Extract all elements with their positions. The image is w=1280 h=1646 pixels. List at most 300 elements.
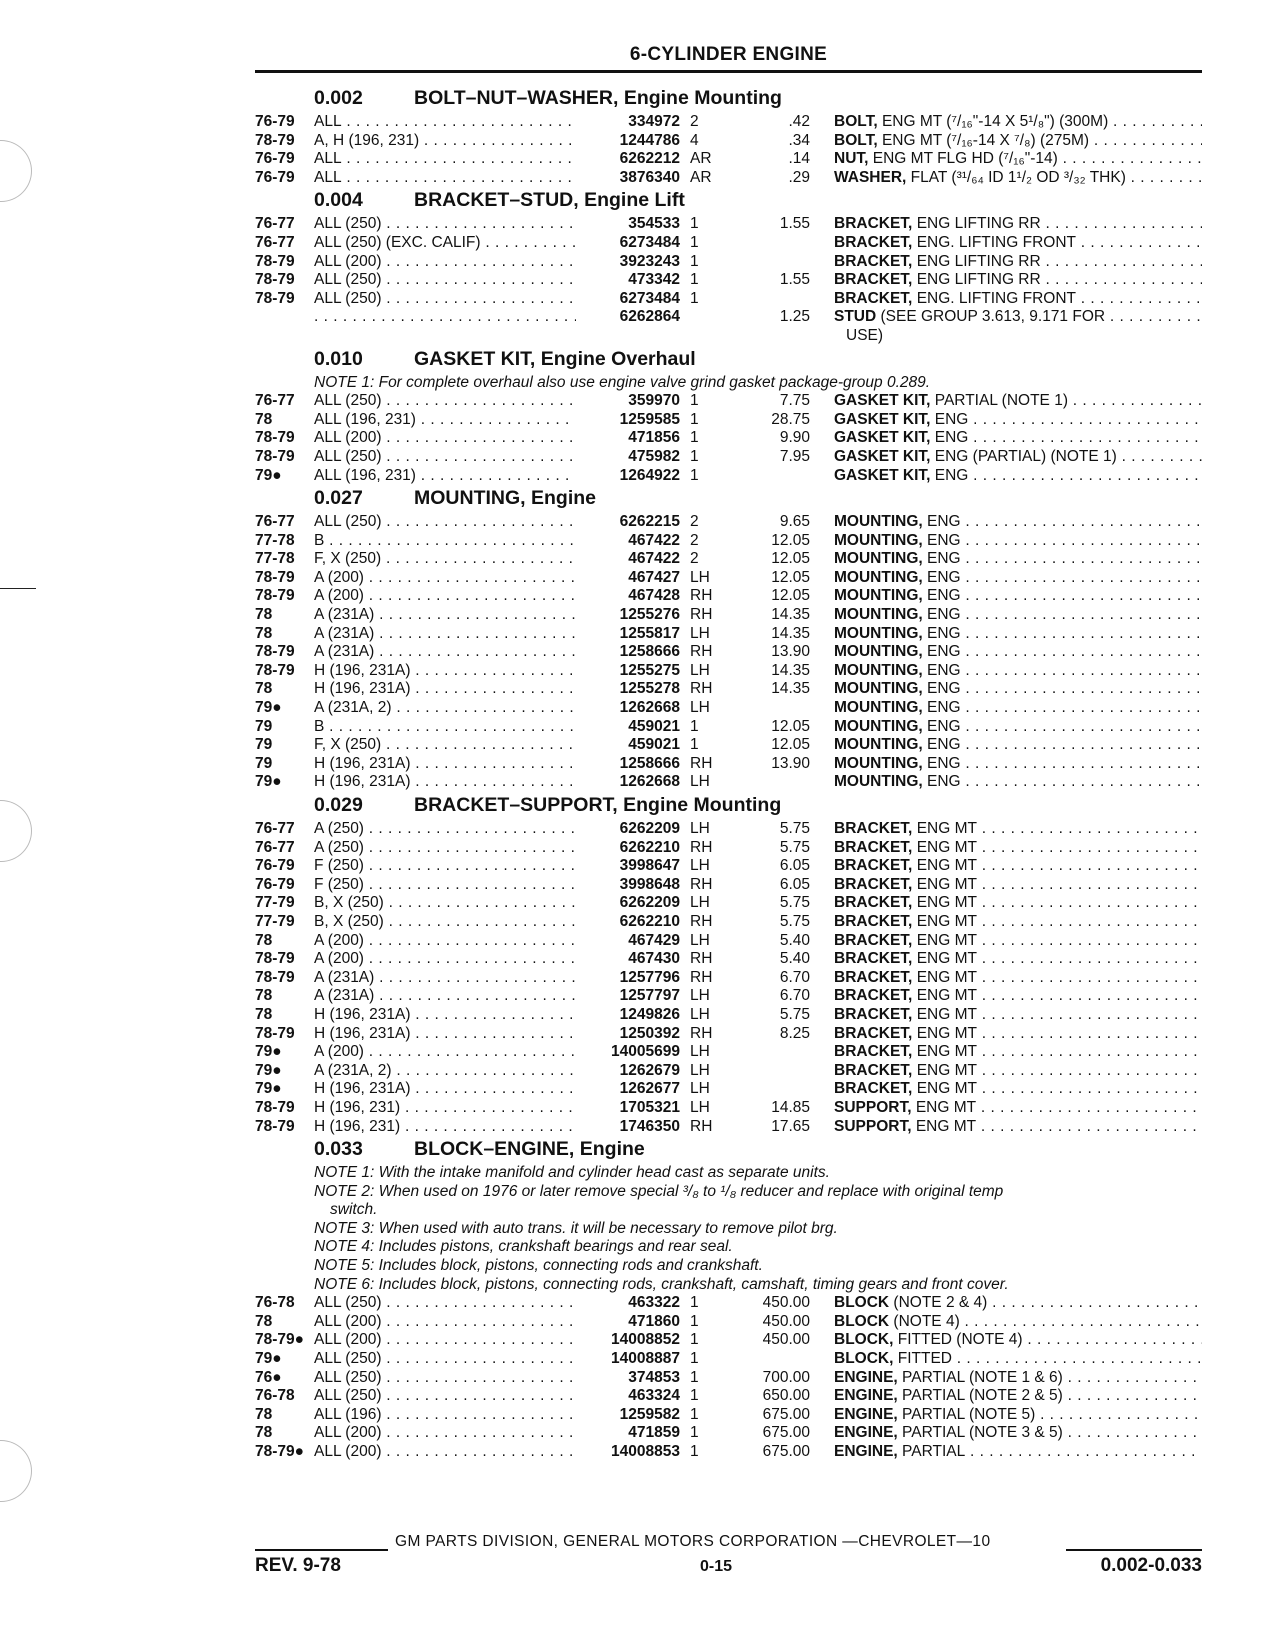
part-row [0,1424,1280,1443]
part-item-name: BRACKET, [834,1061,913,1079]
part-detail: (NOTE 2 & 4) . . . [893,1294,1202,1311]
list-price: 450.00 [762,1294,810,1312]
part-detail: ENG LIFTING RR . . . [917,253,1202,270]
part-row [0,1118,1280,1137]
model-years: 78-79 [255,587,295,605]
group-heading [0,187,1280,215]
part-row [0,132,1280,151]
group-heading [0,485,1280,513]
part-item-name: MOUNTING, [834,717,923,735]
part-item-name: BLOCK, [834,1331,894,1349]
application: B . . . [314,532,576,551]
part-item-name: ENGINE, [834,1387,898,1405]
part-row [0,773,1280,792]
part-description [834,169,1202,188]
model-years: 78 [255,680,273,698]
part-number: 1262668 [619,773,680,791]
part-number: 6262864 [619,308,680,326]
model-years: 79● [255,1350,282,1368]
group-note: NOTE 1: With the intake manifold and cylinder head cast as separate units. [314,1164,830,1182]
part-description [846,327,1214,346]
quantity: 1 [690,717,699,735]
quantity: AR [690,168,712,186]
part-row [0,550,1280,569]
list-price: 14.35 [771,624,810,642]
part-row [0,169,1280,188]
model-years: 76-79 [255,150,295,168]
model-years: 79● [255,773,282,791]
part-detail: ENG MT . . . [917,969,1202,986]
part-description [834,234,1202,253]
part-description [834,718,1202,737]
part-item-name: MOUNTING, [834,661,923,679]
part-number: 1257797 [619,987,680,1005]
part-description [834,1118,1202,1137]
part-number: 1262677 [619,1080,680,1098]
part-item-name: BRACKET, [834,233,913,251]
part-description [834,1424,1202,1443]
quantity: LH [690,1080,710,1098]
part-description [834,215,1202,234]
application: A (231A, 2) . . . [314,1062,576,1081]
part-description [834,1006,1202,1025]
part-item-name: MOUNTING, [834,531,923,549]
list-price: 6.05 [779,857,810,875]
part-number: 463322 [628,1294,680,1312]
part-item-name: BRACKET, [834,252,913,270]
quantity: RH [690,838,713,856]
part-detail: ENG MT . . . [917,820,1202,837]
application: ALL (196, 231) . . . [314,411,576,430]
part-row [0,150,1280,169]
part-row [0,755,1280,774]
model-years: 79 [255,736,273,754]
model-years: 77-78 [255,550,295,568]
part-row [0,1350,1280,1369]
list-price: 675.00 [762,1405,810,1423]
quantity: RH [690,606,713,624]
quantity: 1 [690,252,699,270]
part-row [0,1387,1280,1406]
model-years: 78 [255,624,273,642]
part-detail: ENG . . . [927,662,1202,679]
group-title: BOLT–NUT–WASHER, Engine Mounting [414,87,782,109]
part-description [834,411,1202,430]
model-years: 78 [255,1424,273,1442]
model-years: 76-77 [255,838,295,856]
application: A (200) . . . [314,587,576,606]
part-description [834,150,1202,169]
quantity: LH [690,624,710,642]
group-heading [0,346,1280,374]
part-detail: PARTIAL (NOTE 1 & 6) . . . [902,1369,1202,1386]
part-number: 1249826 [619,1005,680,1023]
group-title: MOUNTING, Engine [414,487,596,510]
part-row [0,113,1280,132]
part-number: 471860 [628,1312,680,1330]
part-description [834,532,1202,551]
list-price: 6.70 [779,987,810,1005]
application: A (200) . . . [314,950,576,969]
application: A (231A) . . . [314,969,576,988]
part-row [0,1331,1280,1350]
part-description [834,1369,1202,1388]
part-description [834,290,1202,309]
part-item-name: BRACKET, [834,1043,913,1061]
list-price: 9.65 [779,513,810,531]
list-price: 5.40 [779,931,810,949]
model-years: 76-77 [255,215,295,233]
part-row [0,1099,1280,1118]
quantity: LH [690,931,710,949]
part-description [834,448,1202,467]
part-description [834,1080,1202,1099]
model-years: 76-77 [255,233,295,251]
quantity: LH [690,857,710,875]
part-number: 6262212 [619,150,680,168]
application: H (196, 231A) . . . [314,680,576,699]
model-years: 76-79 [255,168,295,186]
application: A (250) . . . [314,820,576,839]
part-number: 374853 [628,1368,680,1386]
application: A (231A) . . . [314,987,576,1006]
part-detail: FLAT (³¹/₆₄ ID 1¹/₂ OD ³/₃₂ THK) . . . [911,169,1202,186]
part-item-name: BRACKET, [834,838,913,856]
part-item-name: ENGINE, [834,1443,898,1460]
group-number: 0.029 [314,794,363,816]
part-description [834,1406,1202,1425]
quantity: RH [690,968,713,986]
part-number: 3923243 [619,252,680,270]
part-number: 14008853 [611,1443,680,1460]
part-detail: ENG MT . . . [917,1062,1202,1079]
application: A (231A) . . . [314,606,576,625]
part-description [834,113,1202,132]
quantity: 1 [690,1387,699,1405]
part-row [0,1080,1280,1099]
quantity: LH [690,1043,710,1061]
quantity: 2 [690,550,699,568]
list-price: 6.05 [779,875,810,893]
part-detail: ENG MT (⁷/₁₆-14 X ⁷/₈) (275M) . . . [882,132,1202,149]
part-detail: ENG MT . . . [917,1080,1202,1097]
application: H (196, 231A) . . . [314,755,576,774]
part-number: 467422 [628,531,680,549]
part-description [834,969,1202,988]
part-description [834,932,1202,951]
part-row [0,680,1280,699]
quantity: 1 [690,1350,699,1368]
part-description [834,950,1202,969]
group-note: NOTE 5: Includes block, pistons, connecting rods and crankshaft. [314,1257,763,1275]
application: H (196, 231A) . . . [314,1006,576,1025]
quantity: 4 [690,131,699,149]
part-item-name: MOUNTING, [834,773,923,791]
part-description [834,625,1202,644]
group-note: NOTE 2: When used on 1976 or later remove special ³/₈ to ¹/₈ reducer and replace with original temp [314,1182,1004,1200]
part-item-name: ENGINE, [834,1405,898,1423]
application: B, X (250) . . . [314,894,576,913]
part-detail: ENG LIFTING RR . . . [917,271,1202,288]
part-description [834,1331,1202,1350]
part-number: 6262215 [619,513,680,531]
application: ALL (200) . . . [314,1331,576,1350]
part-detail: FITTED (NOTE 4) . . . [898,1331,1202,1348]
list-price: 14.85 [771,1098,810,1116]
part-item-name: MOUNTING, [834,568,923,586]
part-item-name: BRACKET, [834,215,913,233]
application: ALL (250) (EXC. CALIF) . . . [314,234,576,253]
quantity: 2 [690,513,699,531]
part-number: 1746350 [619,1117,680,1135]
list-price: 675.00 [762,1424,810,1442]
part-detail: ENG . . . [927,625,1202,642]
quantity: 1 [690,429,699,447]
list-price: 1.55 [779,271,810,289]
application: H (196, 231A) . . . [314,1025,576,1044]
part-item-name: BRACKET, [834,271,913,289]
group-note: switch. [330,1201,378,1219]
parts-list [0,85,1280,1462]
part-item-name: MOUNTING, [834,699,923,717]
model-years: 76-79 [255,113,295,130]
application: ALL . . . [314,113,576,132]
part-item-name: MOUNTING, [834,624,923,642]
part-row [0,253,1280,272]
part-number: 1250392 [619,1024,680,1042]
quantity: 1 [690,271,699,289]
part-detail: ENG MT . . . [917,987,1202,1004]
part-number: 467430 [628,950,680,968]
part-number: 467422 [628,550,680,568]
part-description [834,253,1202,272]
list-price: 1.25 [779,308,810,326]
list-price: 14.35 [771,680,810,698]
list-price: 28.75 [771,410,810,428]
part-number: 459021 [628,736,680,754]
model-years: 78-79 [255,661,295,679]
list-price: 7.95 [779,447,810,465]
application: ALL (250) . . . [314,215,576,234]
part-row [0,699,1280,718]
application: ALL (250) . . . [314,1294,576,1313]
part-description [834,987,1202,1006]
part-detail: ENG (PARTIAL) (NOTE 1) . . . [935,448,1202,465]
part-detail: ENG MT FLG HD (⁷/₁₆"-14) . . . [873,150,1202,167]
quantity: RH [690,643,713,661]
part-row [0,1062,1280,1081]
part-detail: ENG MT . . . [917,876,1202,893]
application: A, H (196, 231) . . . [314,132,576,151]
quantity: LH [690,1061,710,1079]
quantity: 2 [690,531,699,549]
application: A (250) . . . [314,839,576,858]
list-price: 5.40 [779,950,810,968]
part-row [0,532,1280,551]
part-row [0,429,1280,448]
part-description [834,271,1202,290]
part-row [0,308,1280,327]
model-years: 78-79 [255,643,295,661]
part-detail: ENG . . . [927,550,1202,567]
part-number: 1705321 [619,1098,680,1116]
part-item-name: BRACKET, [834,987,913,1005]
part-detail: ENG MT . . . [917,839,1202,856]
footer-page-number: 0-15 [700,1558,733,1575]
part-row [0,290,1280,309]
part-number: 1264922 [619,466,680,484]
group-number: 0.010 [314,347,363,370]
quantity: LH [690,820,710,837]
quantity: LH [690,568,710,586]
part-description [834,1294,1202,1313]
part-detail: ENG. LIFTING FRONT . . . [917,234,1202,251]
part-description [834,1350,1202,1369]
part-number: 1258666 [619,754,680,772]
part-item-name: GASKET KIT, [834,447,931,465]
quantity: LH [690,894,710,912]
quantity: LH [690,773,710,791]
part-detail: ENG . . . [927,736,1202,753]
application: H (196, 231A) . . . [314,1080,576,1099]
group-heading [0,85,1280,113]
part-number: 1244786 [619,131,680,149]
part-detail: ENG . . . [927,587,1202,604]
part-number: 471859 [628,1424,680,1442]
footer-group-range: 0.002-0.033 [1100,1555,1202,1576]
part-number: 1258666 [619,643,680,661]
part-item-name: BRACKET, [834,875,913,893]
application: H (196, 231) . . . [314,1099,576,1118]
part-row [0,987,1280,1006]
list-price: 7.75 [779,392,810,410]
part-detail: ENG . . . [927,606,1202,623]
list-price: 5.75 [779,1005,810,1023]
footer-corporation: GM PARTS DIVISION, GENERAL MOTORS CORPORATION —CHEVROLET—10 [395,1533,991,1550]
part-item-name: BRACKET, [834,289,913,307]
part-description [834,392,1202,411]
quantity: 1 [690,1331,699,1349]
part-detail: ENG . . . [927,643,1202,660]
part-number: 14005699 [611,1043,680,1061]
list-price: 12.05 [771,550,810,568]
part-description [834,662,1202,681]
application: A (231A) . . . [314,643,576,662]
part-item-name: BLOCK [834,1312,890,1330]
part-description [834,429,1202,448]
part-detail: PARTIAL (NOTE 1) . . . [935,392,1202,409]
model-years: 79● [255,1080,282,1098]
application: B, X (250) . . . [314,913,576,932]
part-description [834,699,1202,718]
part-row [0,1294,1280,1313]
list-price: 13.90 [771,643,810,661]
part-detail: ENG LIFTING RR . . . [917,215,1202,232]
part-description [834,1387,1202,1406]
part-detail: ENG . . . [935,467,1202,484]
application: ALL . . . [314,150,576,169]
part-number: 14008852 [611,1331,680,1349]
part-item-name: GASKET KIT, [834,410,931,428]
model-years: 78-79 [255,131,295,149]
part-row [0,820,1280,839]
footer-revision: REV. 9-78 [255,1555,341,1576]
part-item-name: BRACKET, [834,857,913,875]
part-detail: ENG . . . [927,532,1202,549]
quantity: 1 [690,1443,699,1460]
quantity: RH [690,1117,713,1135]
model-years: 78-79● [255,1331,305,1349]
model-years: 79 [255,754,273,772]
group-note: NOTE 6: Includes block, pistons, connecting rods, crankshaft, camshaft, timing gears and front cover. [314,1275,1009,1293]
application: F (250) . . . [314,876,576,895]
quantity: 1 [690,447,699,465]
application: ALL (250) . . . [314,1369,576,1388]
part-detail: ENG . . . [927,569,1202,586]
part-row [0,234,1280,253]
part-item-name: MOUNTING, [834,736,923,754]
application: ALL (250) . . . [314,290,576,309]
part-row [0,1406,1280,1425]
part-detail: FITTED . . . [898,1350,1202,1367]
part-description [834,736,1202,755]
group-heading [0,1136,1280,1164]
part-item-name: BOLT, [834,131,878,149]
list-price: 5.75 [779,912,810,930]
list-price: 14.35 [771,661,810,679]
part-detail: PARTIAL (NOTE 5) . . . [902,1406,1202,1423]
part-number: 3998647 [619,857,680,875]
model-years: 76-77 [255,392,295,410]
part-row [0,1043,1280,1062]
quantity: 1 [690,410,699,428]
part-detail: ENG MT . . . [917,1025,1202,1042]
part-item-name: NUT, [834,150,869,168]
part-description [834,1099,1202,1118]
part-description [834,308,1202,327]
part-number: 1262668 [619,699,680,717]
quantity: RH [690,587,713,605]
group-title: BLOCK–ENGINE, Engine [414,1138,645,1161]
part-row [0,215,1280,234]
list-price: .42 [788,113,810,130]
part-description [834,1313,1202,1332]
part-item-name: GASKET KIT, [834,392,931,410]
footer-rule-left [255,1549,388,1551]
part-item-name: MOUNTING, [834,550,923,568]
part-detail: ENG. LIFTING FRONT . . . [917,290,1202,307]
part-item-name: BLOCK, [834,1350,894,1368]
list-price: 450.00 [762,1312,810,1330]
list-price: 14.35 [771,606,810,624]
list-price: 650.00 [762,1387,810,1405]
part-detail: ENG MT . . . [917,913,1202,930]
list-price: 8.25 [779,1024,810,1042]
list-price: 6.70 [779,968,810,986]
part-number: 473342 [628,271,680,289]
part-number: 354533 [628,215,680,233]
group-number: 0.004 [314,189,363,212]
model-years: 78-79 [255,1117,295,1135]
quantity: LH [690,1098,710,1116]
application: F, X (250) . . . [314,736,576,755]
list-price: 5.75 [779,894,810,912]
list-price: 450.00 [762,1331,810,1349]
model-years: 78-79● [255,1443,305,1460]
quantity: 1 [690,392,699,410]
part-detail: ENG MT . . . [917,950,1202,967]
part-number: 3876340 [619,168,680,186]
